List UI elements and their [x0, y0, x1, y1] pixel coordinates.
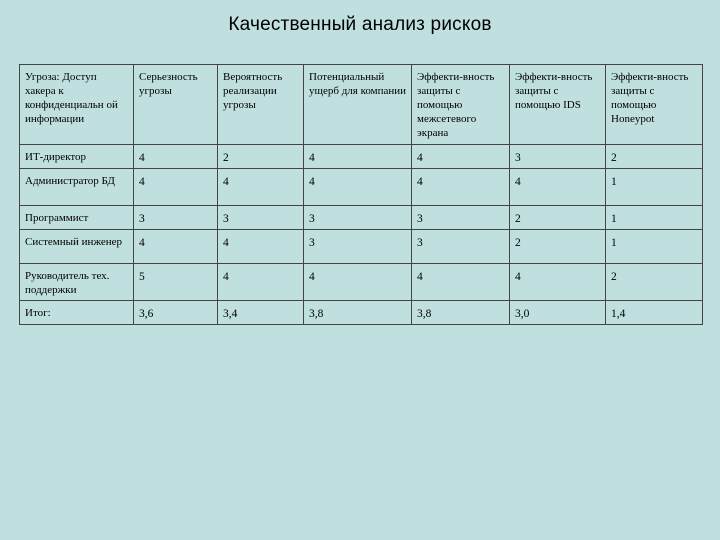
table-cell: 3,4: [218, 301, 304, 325]
table-cell: 4: [218, 264, 304, 301]
header-cell-firewall: Эффекти-вность защиты с помощью межсетевого экрана: [412, 65, 510, 145]
table-cell: 4: [134, 169, 218, 206]
table-cell: 4: [304, 169, 412, 206]
header-cell-damage: Потенциальный ущерб для компании: [304, 65, 412, 145]
table-cell: 3: [218, 206, 304, 230]
table-row: [20, 206, 703, 230]
table-cell: 3: [412, 230, 510, 264]
table-cell: 3,0: [510, 301, 606, 325]
table-cell: 4: [218, 230, 304, 264]
table-cell: 3: [412, 206, 510, 230]
table-cell: 4: [412, 169, 510, 206]
table-cell: 3,8: [304, 301, 412, 325]
slide-title: Качественный анализ рисков: [228, 14, 492, 35]
table-cell: 3,8: [412, 301, 510, 325]
table-cell: 4: [510, 264, 606, 301]
table-cell: 2: [606, 264, 703, 301]
risk-analysis-table: [19, 64, 703, 325]
table-cell: 3: [304, 206, 412, 230]
table-header-row: [20, 65, 703, 145]
table-cell: 2: [218, 145, 304, 169]
table-cell: 2: [510, 230, 606, 264]
table-row: [20, 169, 703, 206]
row-label: Руководитель тех. поддержки: [20, 264, 134, 301]
row-label: Администратор БД: [20, 169, 134, 206]
table-cell: 1: [606, 230, 703, 264]
header-cell-ids: Эффекти-вность защиты с помощью IDS: [510, 65, 606, 145]
table-cell: 1,4: [606, 301, 703, 325]
table-cell: 1: [606, 206, 703, 230]
table-cell: 4: [510, 169, 606, 206]
table-cell: 2: [606, 145, 703, 169]
row-label: Программист: [20, 206, 134, 230]
table-cell: 4: [304, 145, 412, 169]
table-cell: 4: [218, 169, 304, 206]
table-cell: 3,6: [134, 301, 218, 325]
table-cell: 3: [304, 230, 412, 264]
table-cell: 4: [412, 145, 510, 169]
table-cell: 2: [510, 206, 606, 230]
table-cell: 3: [510, 145, 606, 169]
table-cell: 4: [134, 145, 218, 169]
table-cell: 4: [134, 230, 218, 264]
header-cell-severity: Серьезность угрозы: [134, 65, 218, 145]
row-label: Системный инженер: [20, 230, 134, 264]
header-cell-threat: Угроза: Доступ хакера к конфиденциальн ой информации: [20, 65, 134, 145]
table-row: [20, 230, 703, 264]
header-cell-probability: Вероятность реализации угрозы: [218, 65, 304, 145]
table-row: [20, 145, 703, 169]
table-cell: 1: [606, 169, 703, 206]
row-label-total: Итог:: [20, 301, 134, 325]
table-cell: 4: [304, 264, 412, 301]
header-cell-honeypot: Эффекти-вность защиты с помощью Honeypot: [606, 65, 703, 145]
table-cell: 3: [134, 206, 218, 230]
table-cell: 5: [134, 264, 218, 301]
table-cell: 4: [412, 264, 510, 301]
table-row: [20, 264, 703, 301]
table-total-row: [20, 301, 703, 325]
row-label: ИТ-директор: [20, 145, 134, 169]
